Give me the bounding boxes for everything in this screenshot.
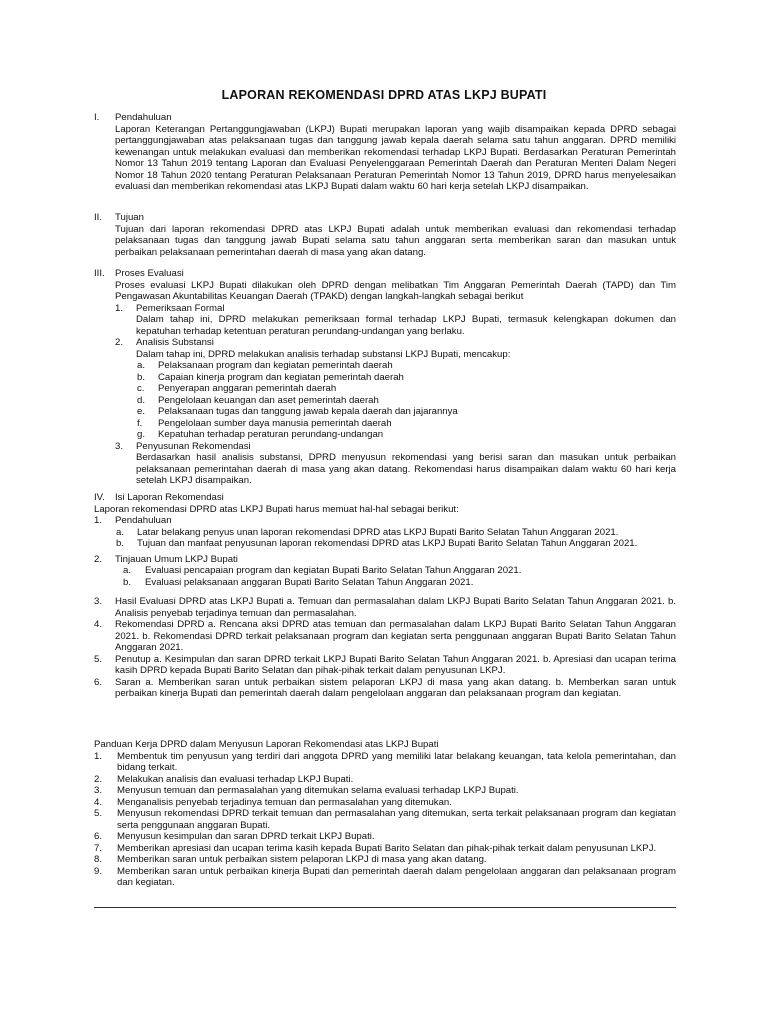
sub-item-text: Capaian kinerja program dan kegiatan pemerintah daerah xyxy=(158,371,404,383)
section-proses-evaluasi xyxy=(94,268,676,487)
guide-item xyxy=(94,843,676,855)
guide-item xyxy=(94,854,676,866)
sub-item-letter: b. xyxy=(116,538,125,549)
sub-list-item xyxy=(115,360,676,372)
guide-item xyxy=(94,751,676,774)
item-text: Memberikan saran untuk perbaikan kinerja Bupati dan pemerintah daerah dalam pengelolaan anggaran dan pelaksanaan program dan kegiatan. xyxy=(117,865,676,888)
sub-item-letter: a. xyxy=(123,565,132,576)
sub-item-letter: f. xyxy=(137,417,143,429)
item-label: Penyusunan Rekomendasi xyxy=(136,440,251,452)
item-number: 1. xyxy=(94,750,103,762)
list-item xyxy=(115,303,676,338)
section-number: III. xyxy=(94,268,105,279)
sub-item-text: Pelaksanaan program dan kegiatan pemerintah daerah xyxy=(158,360,393,371)
item-number: 2. xyxy=(94,553,103,565)
sub-list-item xyxy=(94,565,676,577)
sub-list-item xyxy=(115,406,676,418)
sub-list-item xyxy=(115,429,676,441)
item-number: 1. xyxy=(115,302,124,314)
sub-list-item xyxy=(115,395,676,407)
sub-item-text: Kepatuhan terhadap peraturan perundang-undangan xyxy=(158,429,384,440)
item-number: 3. xyxy=(94,596,103,607)
guide-item xyxy=(94,866,676,889)
guide-heading: Panduan Kerja DPRD dalam Menyusun Laporan Rekomendasi atas LKPJ Bupati xyxy=(94,739,439,750)
sub-item-letter: c. xyxy=(137,383,145,394)
section-paragraph: Laporan Keterangan Pertanggungjawaban (LKPJ) Bupati merupakan laporan yang wajib disampaikan kepada DPRD sebagai pertanggungjawaban atas pelaksanaan tugas dan tanggung jawab kepala daerah selama satu tahun anggaran. DPRD memiliki kewenangan untuk melakukan evaluasi dan memberikan rekomendasi terhadap LKPJ Bupati. Berdasarkan Peraturan Pemerintah Nomor 13 Tahun 2019 tentang Laporan dan Evaluasi Penyelenggaraan Pemerintah Daerah dan Peraturan Menteri Dalam Negeri Nomor 18 Tahun 2020 tentang Peraturan Pelaksanaan Peraturan Pemerintah Nomor 13 Tahun 2019, DPRD harus menyelesaikan evaluasi dan memberikan rekomendasi atas LKPJ Bupati dalam waktu 60 hari kerja setelah LKPJ disampaikan. xyxy=(115,123,676,192)
item-number: 4. xyxy=(94,796,103,808)
guide-item xyxy=(94,774,676,786)
section-heading: Isi Laporan Rekomendasi xyxy=(115,492,224,503)
list-item xyxy=(115,337,676,360)
document-title: LAPORAN REKOMENDASI DPRD ATAS LKPJ BUPATI xyxy=(221,88,547,102)
item-number: 2. xyxy=(115,337,124,348)
section-number: II. xyxy=(94,212,102,223)
item-text: Menganalisis penyebab terjadinya temuan dan permasalahan yang ditemukan. xyxy=(117,796,452,808)
item-label: Tinjauan Umum LKPJ Bupati xyxy=(115,553,238,565)
section-paragraph: Tujuan dari laporan rekomendasi DPRD atas LKPJ Bupati adalah untuk memberikan evaluasi dan rekomendasi terhadap pelaksanaan tugas dan tanggung jawab Bupati selama satu tahun anggaran serta memberikan saran dan masukan untuk perbaikan pelaksanaan pemerintahan daerah di masa yang akan datang. xyxy=(115,223,676,258)
item-text: Rekomendasi DPRD a. Rencana aksi DPRD atas temuan dan permasalahan dalam LKPJ Bupati Barito Selatan Tahun Anggaran 2021. b. Rekomendasi DPRD terkait pelaksanaan program dan kegiatan serta penggunaan anggaran Bupati Barito Selatan Tahun Anggaran 2021. xyxy=(115,619,676,653)
list-item xyxy=(94,677,676,700)
item-text: Hasil Evaluasi DPRD atas LKPJ Bupati a. Temuan dan permasalahan dalam LKPJ Bupati Barito Selatan Tahun Anggaran 2021. b. Analisis penyebab terjadinya temuan dan permasalahan. xyxy=(115,596,676,619)
section-heading: Pendahuluan xyxy=(115,112,172,123)
sub-list-item xyxy=(94,538,676,550)
sub-list-item xyxy=(94,577,676,589)
sub-list-item xyxy=(115,383,676,395)
item-label: Analisis Substansi xyxy=(136,337,214,348)
item-number: 6. xyxy=(94,831,103,842)
list-item xyxy=(94,596,676,619)
sub-item-letter: b. xyxy=(137,371,146,383)
sub-list-item xyxy=(115,372,676,384)
item-number: 3. xyxy=(115,440,124,452)
list-item xyxy=(94,515,676,527)
sub-item-text: Evaluasi pelaksanaan anggaran Bupati Barito Selatan Tahun Anggaran 2021. xyxy=(145,576,474,588)
item-text: Menyusun rekomendasi DPRD terkait temuan dan permasalahan yang ditemukan, serta terkait pelaksanaan program dan kegiatan serta penggunaan anggaran Bupati. xyxy=(117,808,676,831)
item-text: Berdasarkan hasil analisis substansi, DPRD menyusun rekomendasi yang berisi saran dan masukan untuk perbaikan pelaksanaan pemerintahan daerah di masa yang akan datang. Rekomendasi harus disampaikan dalam waktu 60 hari kerja setelah LKPJ disampaikan. xyxy=(136,452,676,486)
item-number: 1. xyxy=(94,515,103,526)
item-text: Saran a. Memberikan saran untuk perbaikan sistem pelaporan LKPJ di masa yang akan datang. b. Memberkan saran untuk perbaikan kinerja Bupati dan pemerintah daerah dalam pengelolaan anggaran dan pelaksanaan program dan kegiatan. xyxy=(115,676,676,699)
sub-item-text: Pengelolaan sumber daya manusia pemerintah daerah xyxy=(158,417,392,429)
item-number: 5. xyxy=(94,653,103,665)
sub-item-letter: b. xyxy=(123,576,132,588)
horizontal-rule xyxy=(94,907,676,908)
sub-item-text: Pengelolaan keuangan dan aset pemerintah daerah xyxy=(158,394,379,406)
sub-item-text: Latar belakang penyus unan laporan rekomendasi DPRD atas LKPJ Bupati Barito Selatan Tahun Anggaran 2021. xyxy=(137,526,619,538)
item-label: Pemeriksaan Formal xyxy=(136,302,225,314)
section-tujuan xyxy=(94,212,676,258)
sub-item-text: Evaluasi pencapaian program dan kegiatan Bupati Barito Selatan Tahun Anggaran 2021. xyxy=(145,565,522,576)
section-heading: Proses Evaluasi xyxy=(115,268,184,279)
item-label: Pendahuluan xyxy=(115,515,172,526)
item-text: Dalam tahap ini, DPRD melakukan pemeriksaan formal terhadap LKPJ Bupati, termasuk kelengkapan dokumen dan kepatuhan terhadap ketentuan peraturan perundang-undangan yang berlaku. xyxy=(136,314,676,337)
item-number: 5. xyxy=(94,808,103,819)
sub-item-letter: a. xyxy=(137,360,146,371)
section-paragraph: Laporan rekomendasi DPRD atas LKPJ Bupati harus memuat hal-hal sebagai berikut: xyxy=(94,503,459,515)
item-text: Melakukan analisis dan evaluasi terhadap LKPJ Bupati. xyxy=(117,773,354,785)
item-text: Menyusun temuan dan permasalahan yang ditemukan selama evaluasi terhadap LKPJ Bupati. xyxy=(117,785,519,796)
item-text: Membentuk tim penyusun yang terdiri dari anggota DPRD yang memiliki latar belakang keuangan, tata kelola pemerintahan, dan bidang terkait. xyxy=(117,750,676,773)
item-number: 6. xyxy=(94,676,103,688)
sub-item-letter: g. xyxy=(137,429,146,440)
item-number: 2. xyxy=(94,773,103,785)
sub-list-item xyxy=(115,418,676,430)
item-text: Penutup a. Kesimpulan dan saran DPRD terkait LKPJ Bupati Barito Selatan Tahun Anggaran 2021. b. Apresiasi dan ucapan terima kasih DPRD kepada Bupati Barito Selatan dan pihak-pihak terkait dalam penyusunan LKPJ. xyxy=(115,653,676,676)
section-number: I. xyxy=(94,112,100,123)
sub-item-letter: d. xyxy=(137,394,146,406)
item-text: Dalam tahap ini, DPRD melakukan analisis terhadap substansi LKPJ Bupati, mencakup: xyxy=(136,348,511,360)
sub-list-item xyxy=(94,527,676,539)
sub-item-text: Penyerapan anggaran pemerintah daerah xyxy=(158,383,337,394)
item-text: Menyusun kesimpulan dan saran DPRD terkait LKPJ Bupati. xyxy=(117,831,375,842)
guide-item xyxy=(94,808,676,831)
section-pendahuluan xyxy=(94,112,676,193)
item-number: 7. xyxy=(94,842,103,854)
sub-item-text: Tujuan dan manfaat penyusunan laporan rekomendasi DPRD atas LKPJ Bupati Barito Selatan Tahun Anggaran 2021. xyxy=(137,538,638,549)
sub-item-letter: a. xyxy=(116,526,125,538)
guide-section xyxy=(94,739,676,889)
section-paragraph: Proses evaluasi LKPJ Bupati dilakukan oleh DPRD dengan melibatkan Tim Anggaran Pemerintah Daerah (TAPD) dan Tim Pengawasan Akuntabilitas Keuangan Daerah (TPAKD) dengan langkah-langkah sebagai berikut xyxy=(115,279,676,302)
sub-item-letter: e. xyxy=(137,406,146,417)
item-number: 3. xyxy=(94,785,103,796)
list-item xyxy=(94,654,676,677)
item-number: 4. xyxy=(94,619,103,630)
item-number: 9. xyxy=(94,865,103,877)
list-item xyxy=(94,554,676,566)
item-number: 8. xyxy=(94,854,103,865)
item-text: Memberikan saran untuk perbaikan sistem pelaporan LKPJ di masa yang akan datang. xyxy=(117,854,487,865)
section-heading: Tujuan xyxy=(115,212,144,223)
section-isi-laporan xyxy=(94,492,676,700)
list-item xyxy=(115,441,676,487)
sub-item-text: Pelaksanaan tugas dan tanggung jawab kepala daerah dan jajarannya xyxy=(158,406,458,417)
item-text: Memberikan apresiasi dan ucapan terima kasih kepada Bupati Barito Selatan dan pihak-pihak terkait dalam penyusunan LKPJ. xyxy=(117,842,657,854)
guide-item xyxy=(94,797,676,809)
list-item xyxy=(94,619,676,654)
section-number: IV. xyxy=(94,492,105,503)
guide-item xyxy=(94,831,676,843)
guide-item xyxy=(94,785,676,797)
